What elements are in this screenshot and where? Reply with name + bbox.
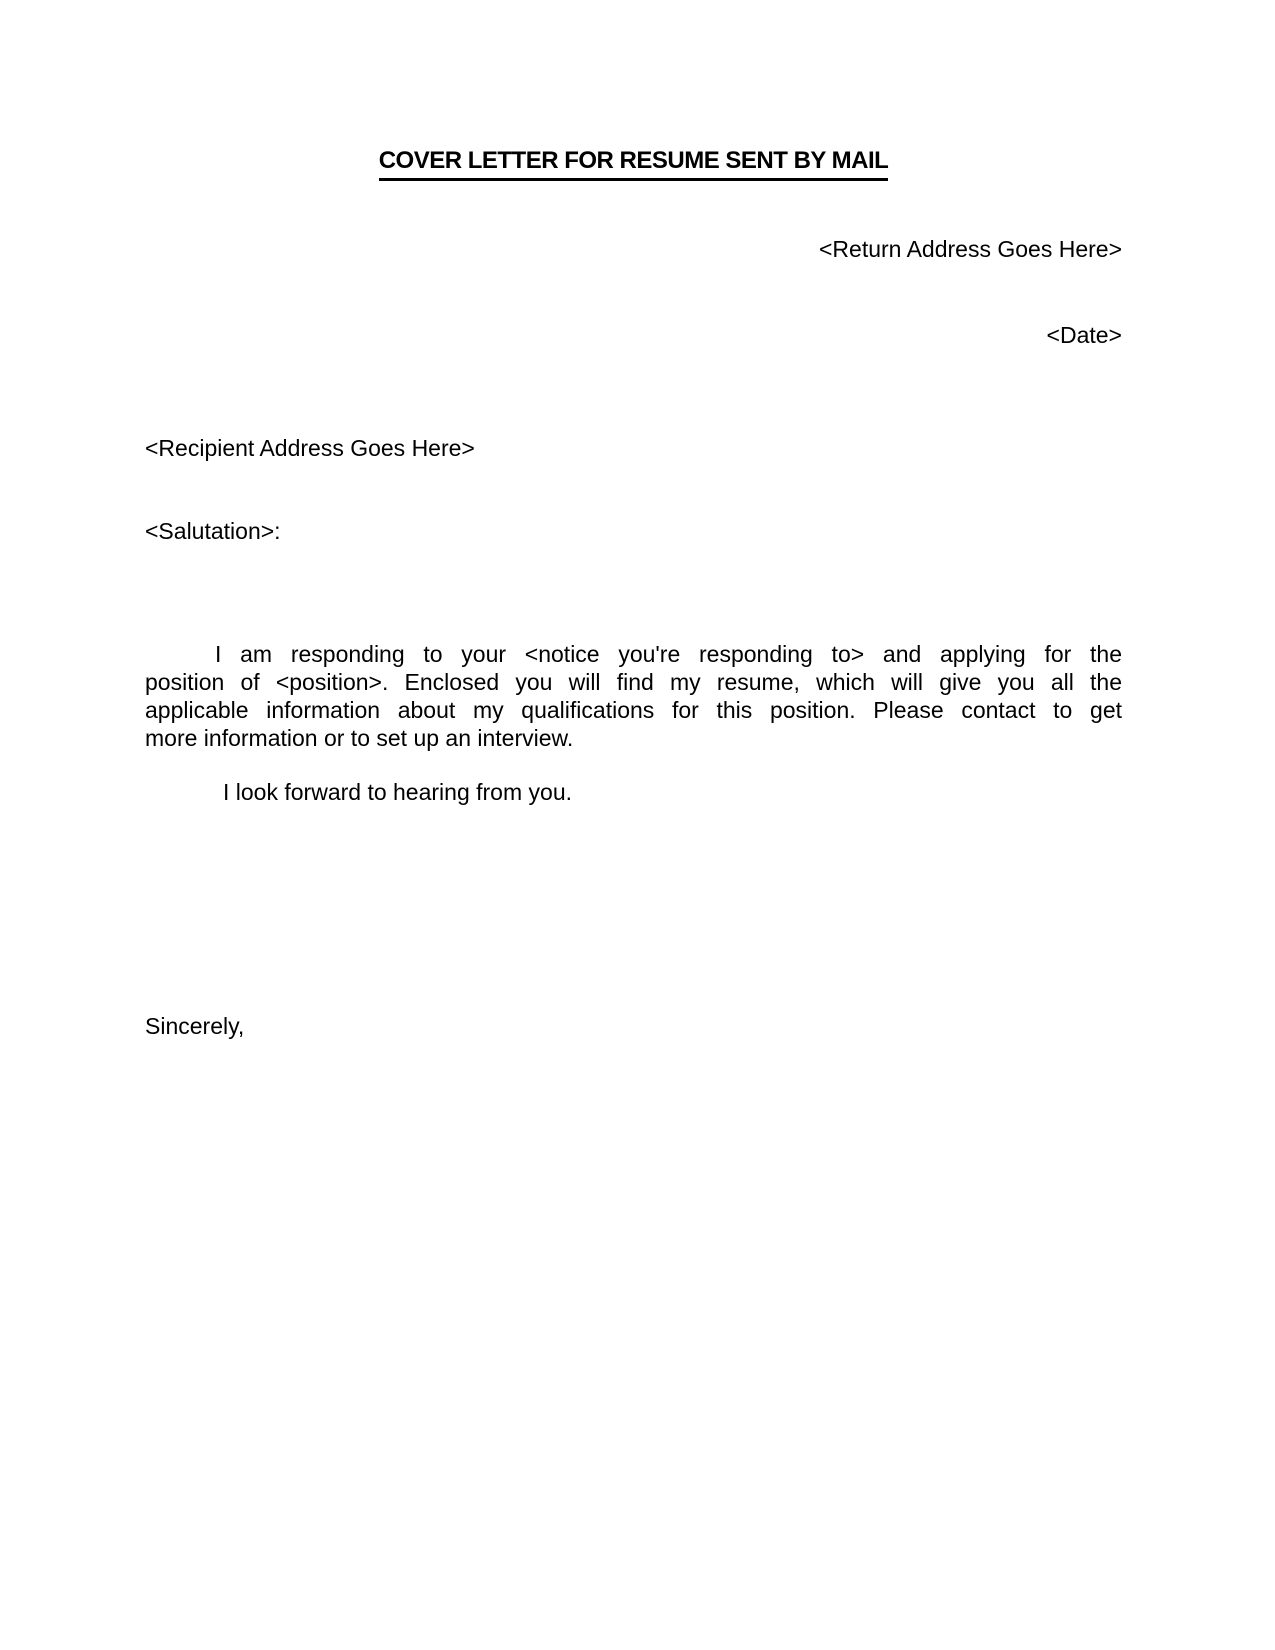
closing-line: I look forward to hearing from you. bbox=[223, 779, 572, 805]
signoff: Sincerely, bbox=[145, 1013, 245, 1039]
recipient-address-placeholder: <Recipient Address Goes Here> bbox=[145, 435, 475, 461]
salutation-placeholder: <Salutation>: bbox=[145, 518, 281, 544]
date-placeholder: <Date> bbox=[1046, 322, 1122, 348]
return-address-placeholder: <Return Address Goes Here> bbox=[819, 236, 1122, 262]
body-line: position of <position>. Enclosed you will find my resume, which will give you all the bbox=[145, 669, 1122, 695]
body-line: I am responding to your <notice you're responding to> and applying for the bbox=[215, 641, 1122, 667]
body-paragraph bbox=[145, 640, 1122, 752]
body-line: applicable information about my qualifications for this position. Please contact to get bbox=[145, 697, 1122, 723]
letter-title-row bbox=[145, 147, 1122, 181]
body-line: more information or to set up an interview. bbox=[145, 725, 574, 751]
letter-title: COVER LETTER FOR RESUME SENT BY MAIL bbox=[379, 147, 889, 181]
